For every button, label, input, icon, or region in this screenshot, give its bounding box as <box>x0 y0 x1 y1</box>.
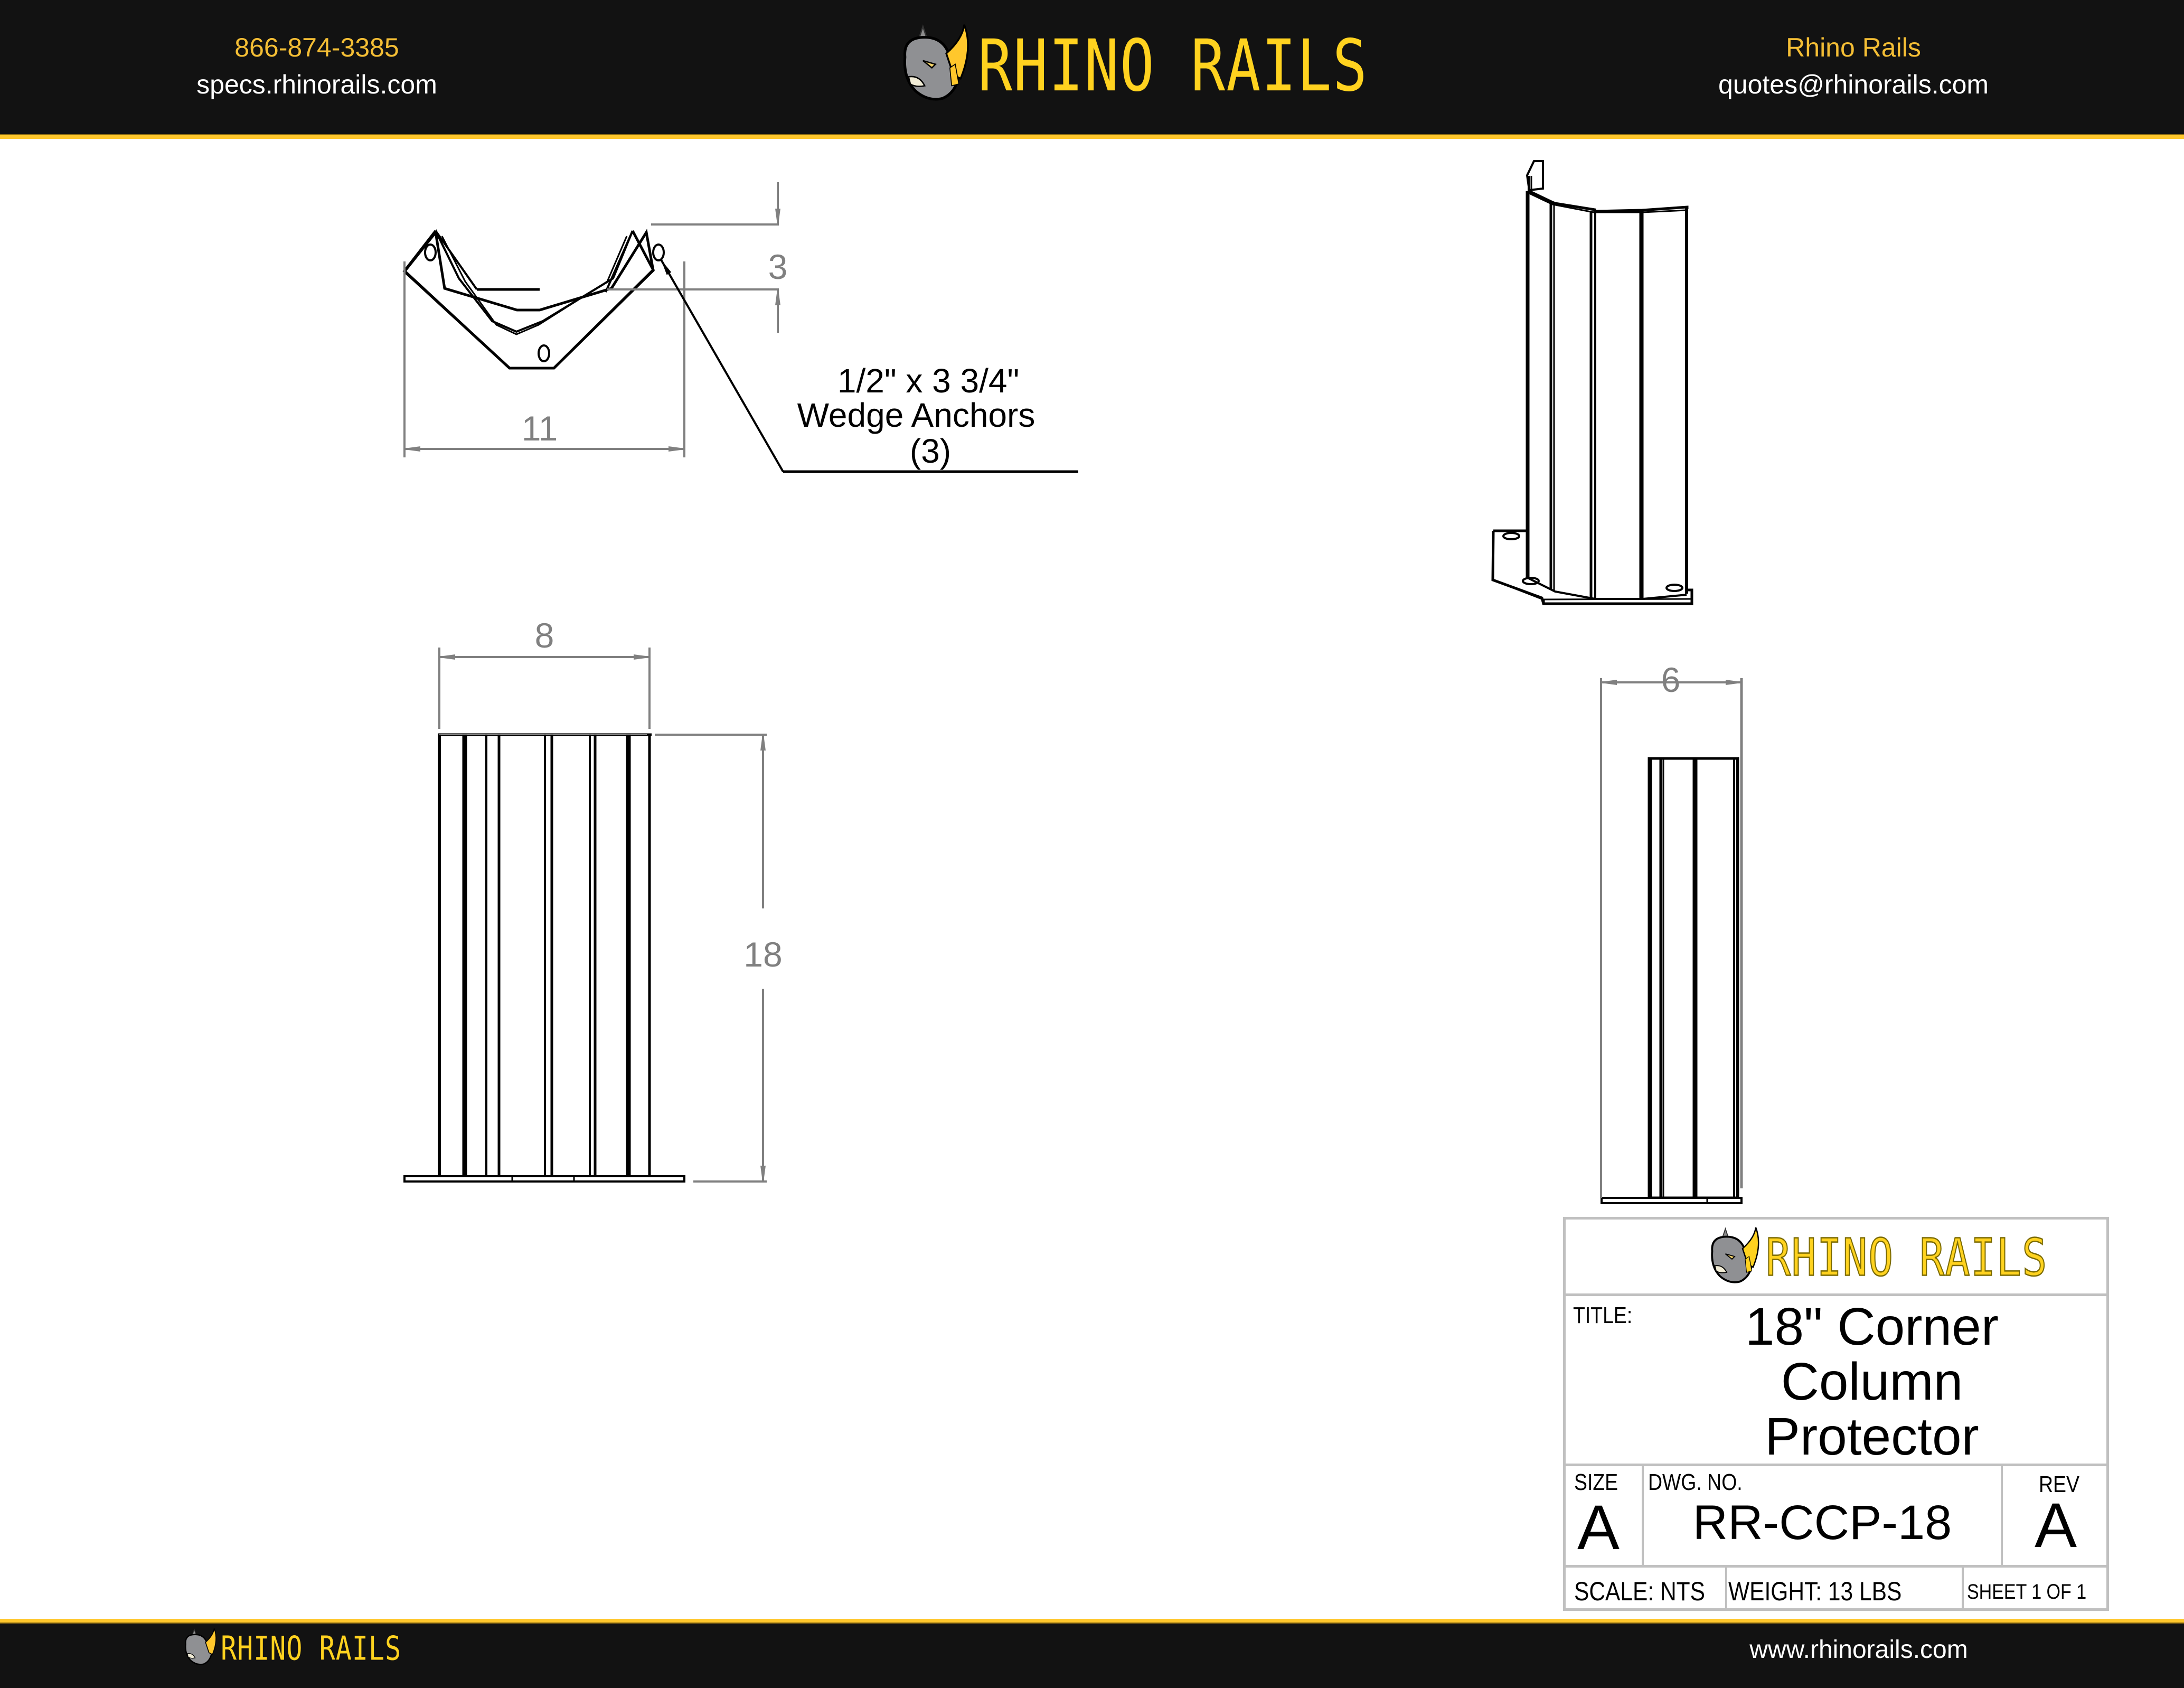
weight-value: WEIGHT: 13 LBS <box>1728 1577 1902 1606</box>
title-block-logo-text: RHINO RAILS <box>1766 1228 2048 1288</box>
anchor-note-type: Wedge Anchors <box>797 396 1035 434</box>
anchor-note-size: 1/2" x 3 3/4" <box>837 362 1020 400</box>
dwg-no-cell <box>1644 1466 2003 1565</box>
front-view <box>404 616 783 1181</box>
drawing-id-row <box>1566 1466 2106 1568</box>
footer-accent-rule <box>0 1619 2184 1624</box>
header-phone[interactable]: 866-874-3385 <box>234 33 399 62</box>
size-label: SIZE <box>1574 1469 1618 1495</box>
top-view <box>404 182 1078 472</box>
drawing-meta-row <box>1566 1568 2106 1611</box>
size-value: A <box>1577 1492 1620 1563</box>
page-footer <box>0 1624 2184 1688</box>
sheet-cell <box>1964 1568 2106 1611</box>
drawing-title-line-2: Column <box>1781 1352 1963 1411</box>
scale-cell <box>1566 1568 1727 1611</box>
dim-side-width: 6 <box>1661 660 1681 699</box>
title-block-logo-row <box>1566 1220 2106 1296</box>
title-block <box>1563 1217 2109 1611</box>
title-block-logo <box>1703 1225 2048 1291</box>
anchor-note-qty: (3) <box>909 432 952 470</box>
drawing-title-line-3: Protector <box>1765 1407 1979 1466</box>
rev-cell <box>2003 1466 2106 1565</box>
dim-front-width: 8 <box>534 616 554 655</box>
scale-value: SCALE: NTS <box>1574 1577 1705 1606</box>
drawing-title-line-1: 18" Corner <box>1745 1297 1999 1356</box>
dwg-no-value: RR-CCP-18 <box>1692 1496 1952 1550</box>
side-view <box>1601 660 1741 1203</box>
rhino-head-icon <box>180 1627 223 1670</box>
rev-value: A <box>2035 1490 2077 1561</box>
sheet-value: SHEET 1 OF 1 <box>1967 1580 2087 1603</box>
dwg-no-label: DWG. NO. <box>1648 1469 1743 1495</box>
isometric-view <box>1493 161 1692 604</box>
footer-website-link[interactable]: www.rhinorails.com <box>1749 1636 1968 1664</box>
footer-logo[interactable] <box>180 1627 401 1670</box>
title-row <box>1566 1296 2106 1466</box>
size-cell <box>1566 1466 1644 1565</box>
header-specs-link[interactable]: specs.rhinorails.com <box>196 70 437 99</box>
dim-top-width: 11 <box>521 409 558 448</box>
rev-label: REV <box>2039 1471 2079 1497</box>
dim-top-depth: 3 <box>768 247 788 286</box>
dim-front-height: 18 <box>743 935 783 974</box>
rhino-head-icon <box>1703 1225 1769 1291</box>
header-logo-text: RHINO RAILS <box>978 24 1368 108</box>
header-email-link[interactable]: quotes@rhinorails.com <box>1718 70 1989 99</box>
footer-logo-text: RHINO RAILS <box>221 1629 402 1668</box>
weight-cell <box>1727 1568 1964 1611</box>
header-company-name: Rhino Rails <box>1786 33 1921 62</box>
title-label: TITLE: <box>1573 1302 1633 1328</box>
